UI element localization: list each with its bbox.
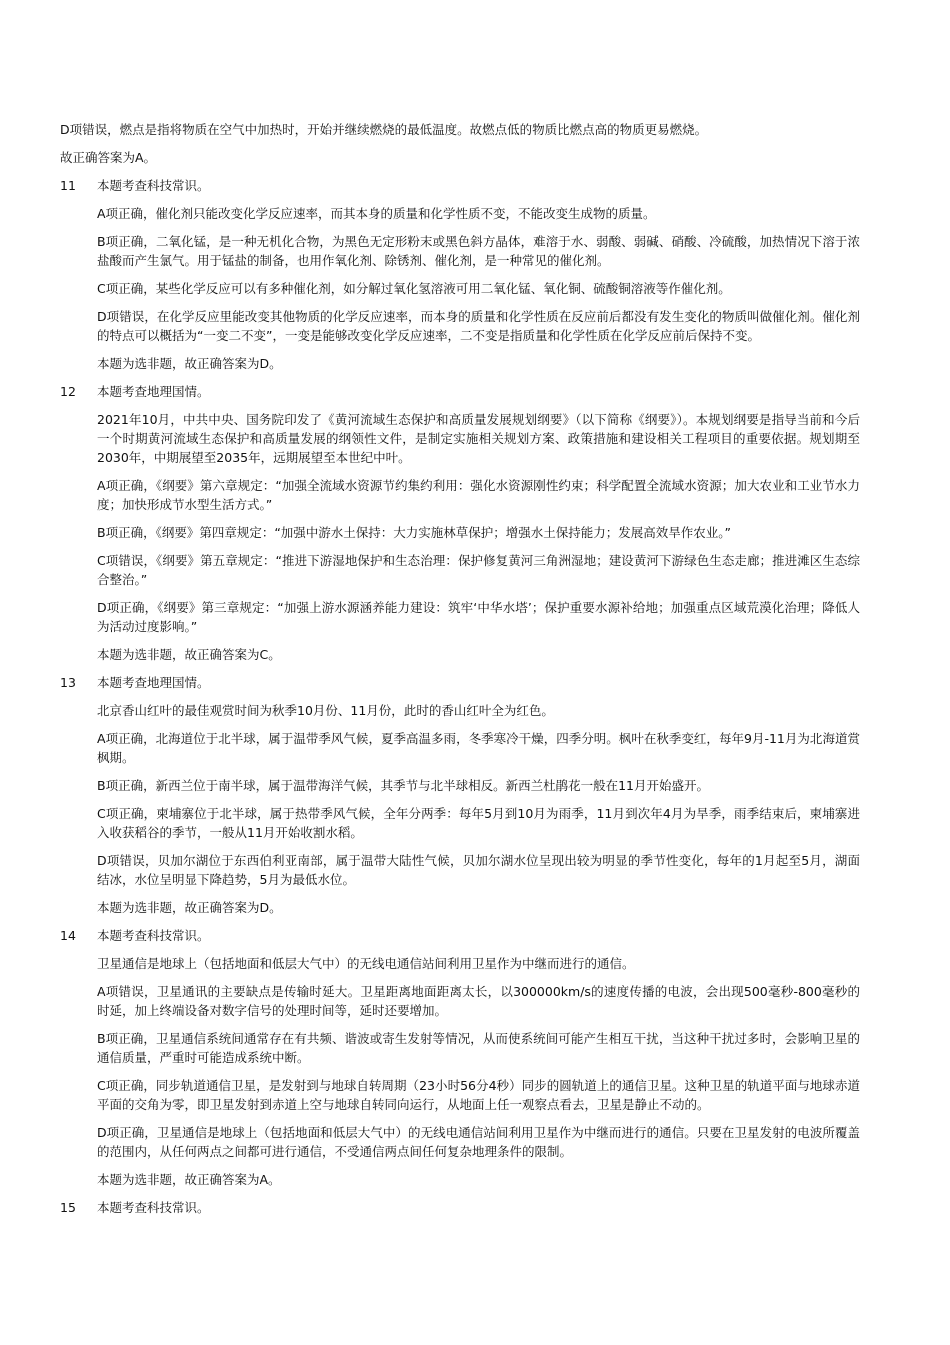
document-page	[60, 120, 860, 1226]
question-header	[60, 673, 860, 692]
explanation-paragraph: C项正确，某些化学反应可以有多种催化剂，如分解过氧化氢溶液可用二氧化锰、氧化铜、硫酸铜溶液等作催化剂。	[97, 281, 731, 296]
explanation-paragraph: C项正确，柬埔寨位于北半球，属于热带季风气候，全年分两季：每年5月到10月为雨季，11月到次年4月为旱季，雨季结束后，柬埔寨进入收获稻谷的季节，一般从11月开始收割水稻。	[97, 806, 860, 840]
explanation-paragraph: B项正确，新西兰位于南半球，属于温带海洋气候，其季节与北半球相反。新西兰杜鹃花一般在11月开始盛开。	[97, 778, 709, 793]
question-number: 15	[60, 1200, 76, 1215]
question-number: 13	[60, 675, 76, 690]
question-title: 本题考查科技常识。	[97, 928, 210, 943]
answer-paragraph: 本题为选非题，故正确答案为D。	[97, 356, 282, 371]
explanation-paragraph: 2021年10月，中共中央、国务院印发了《黄河流域生态保护和高质量发展规划纲要》（以下简称《纲要》）。本规划纲要是指导当前和今后一个时期黄河流域生态保护和高质量发展的纲领性文件，是制定实施相关规划方案、政策措施和建设相关工程项目的重要依据。规划期至2030年，中期展望至2035年，远期展望至本世纪中叶。	[97, 412, 860, 465]
question-title: 本题考查地理国情。	[97, 384, 210, 399]
explanation-paragraph: D项正确，卫星通信是地球上（包括地面和低层大气中）的无线电通信站间利用卫星作为中继而进行的通信。只要在卫星发射的电波所覆盖的范围内，从任何两点之间都可进行通信，不受通信两点间任何复杂地理条件的限制。	[97, 1125, 860, 1159]
question-13	[60, 673, 860, 917]
answer-paragraph: 本题为选非题，故正确答案为C。	[97, 647, 281, 662]
explanation-paragraph: B项正确，二氧化锰，是一种无机化合物，为黑色无定形粉末或黑色斜方晶体，难溶于水、弱酸、弱碱、硝酸、冷硫酸，加热情况下溶于浓盐酸而产生氯气。用于锰盐的制备，也用作氧化剂、除锈剂、催化剂，是一种常见的催化剂。	[97, 234, 860, 268]
question-header	[60, 382, 860, 401]
explanation-paragraph: A项正确，《纲要》第六章规定：“加强全流域水资源节约集约利用：强化水资源刚性约束；科学配置全流域水资源；加大农业和工业节水力度；加快形成节水型生活方式。”	[97, 478, 860, 512]
question-header	[60, 1198, 860, 1217]
question-14	[60, 926, 860, 1189]
explanation-paragraph: 北京香山红叶的最佳观赏时间为秋季10月份、11月份，此时的香山红叶全为红色。	[97, 703, 554, 718]
answer-paragraph: 本题为选非题，故正确答案为D。	[97, 900, 282, 915]
explanation-paragraph: D项正确，《纲要》第三章规定：“加强上游水源涵养能力建设：筑牢‘中华水塔’；保护重要水源补给地；加强重点区域荒漠化治理；降低人为活动过度影响。”	[97, 600, 860, 634]
question-number: 14	[60, 928, 76, 943]
intro-paragraph: D项错误，燃点是指将物质在空气中加热时，开始并继续燃烧的最低温度。故燃点低的物质比燃点高的物质更易燃烧。	[60, 122, 708, 137]
question-12	[60, 382, 860, 664]
question-header	[60, 926, 860, 945]
question-title: 本题考查科技常识。	[97, 1200, 210, 1215]
explanation-paragraph: A项正确，北海道位于北半球，属于温带季风气候，夏季高温多雨，冬季寒冷干燥，四季分明。枫叶在秋季变红，每年9月-11月为北海道赏枫期。	[97, 731, 860, 765]
question-title: 本题考查科技常识。	[97, 178, 210, 193]
intro-answer: 故正确答案为A。	[60, 150, 157, 165]
question-number: 12	[60, 384, 76, 399]
explanation-paragraph: C项正确，同步轨道通信卫星，是发射到与地球自转周期（23小时56分4秒）同步的圆轨道上的通信卫星。这种卫星的轨道平面与地球赤道平面的交角为零，即卫星发射到赤道上空与地球自转同向运行，从地面上任一观察点看去，卫星是静止不动的。	[97, 1078, 860, 1112]
question-11	[60, 176, 860, 373]
explanation-paragraph: A项错误，卫星通讯的主要缺点是传输时延大。卫星距离地面距离太长，以300000km/s的速度传播的电波，会出现500毫秒-800毫秒的时延，加上终端设备对数字信号的处理时间等，延时还要增加。	[97, 984, 860, 1018]
explanation-paragraph: B项正确，《纲要》第四章规定：“加强中游水土保持：大力实施林草保护；增强水土保持能力；发展高效旱作农业。”	[97, 525, 732, 540]
question-number: 11	[60, 178, 76, 193]
explanation-paragraph: B项正确，卫星通信系统间通常存在有共频、谐波或寄生发射等情况，从而使系统间可能产生相互干扰，当这种干扰过多时，会影响卫星的通信质量，严重时可能造成系统中断。	[97, 1031, 860, 1065]
explanation-paragraph: C项错误，《纲要》第五章规定：“推进下游湿地保护和生态治理：保护修复黄河三角洲湿地；建设黄河下游绿色生态走廊；推进滩区生态综合整治。”	[97, 553, 860, 587]
question-title: 本题考查地理国情。	[97, 675, 210, 690]
answer-paragraph: 本题为选非题，故正确答案为A。	[97, 1172, 281, 1187]
question-15	[60, 1198, 860, 1217]
explanation-paragraph: A项正确，催化剂只能改变化学反应速率，而其本身的质量和化学性质不变，不能改变生成物的质量。	[97, 206, 656, 221]
explanation-paragraph: 卫星通信是地球上（包括地面和低层大气中）的无线电通信站间利用卫星作为中继而进行的通信。	[97, 956, 635, 971]
explanation-paragraph: D项错误，贝加尔湖位于东西伯利亚南部，属于温带大陆性气候，贝加尔湖水位呈现出较为明显的季节性变化，每年的1月起至5月，湖面结冰，水位呈明显下降趋势，5月为最低水位。	[97, 853, 860, 887]
explanation-paragraph: D项错误，在化学反应里能改变其他物质的化学反应速率，而本身的质量和化学性质在反应前后都没有发生变化的物质叫做催化剂。催化剂的特点可以概括为“一变二不变”，一变是能够改变化学反应速率，二不变是指质量和化学性质在化学反应前后保持不变。	[97, 309, 860, 343]
question-header	[60, 176, 860, 195]
